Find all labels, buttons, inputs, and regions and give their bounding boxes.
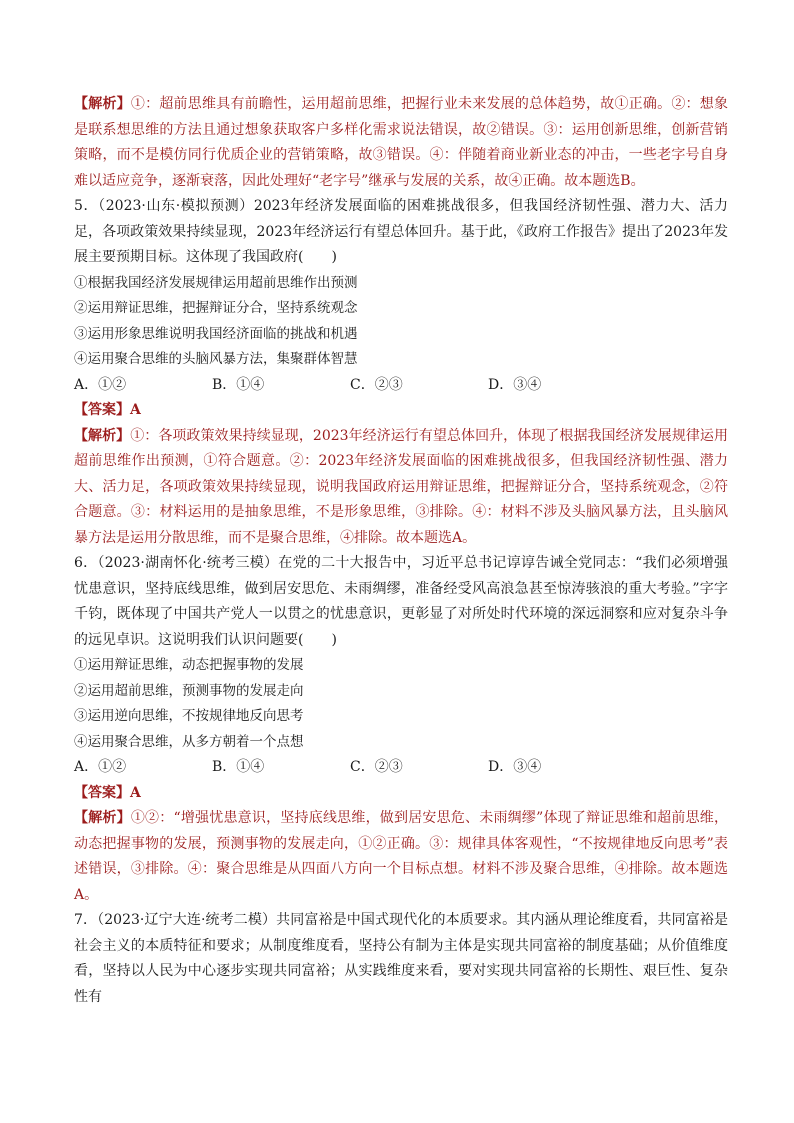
q5-choice-b: B．①④ (212, 376, 265, 393)
q4-analysis (74, 92, 728, 194)
q7-stem: 7．（2023·辽宁大连·统考二模）共同富裕是中国式现代化的本质要求。其内涵从理论维度看，共同富裕是社会主义的本质特征和要求；从制度维度看，坚持公有制为主体是实现共同富裕的制度基础；从价值维度看，坚持以人民为中心逐步实现共同富裕；从实践维度来看，要对实现共同富裕的长期性、艰巨性、复杂性有 (74, 912, 728, 1005)
q5-option-4: ④运用聚合思维的头脑风暴方法，集聚群体智慧 (74, 351, 358, 367)
q5-stem: 5．（2023·山东·模拟预测）2023年经济发展面临的困难挑战很多，但我国经济韧性强、潜力大、活力足，各项政策效果持续显现，2023年经济运行有望总体回升。基于此，《政府工作报告》提出了2023年发展主要预期目标。这体现了我国政府( ) (74, 198, 728, 265)
document-body (74, 92, 728, 1010)
analysis-text: ①：各项政策效果持续显现，2023年经济运行有望总体回升，体现了根据我国经济发展规律运用超前思维作出预测，①符合题意。②：2023年经济发展面临的困难挑战很多，但我国经济韧性强、潜力大、活力足，各项政策效果持续显现，说明我国政府运用辩证思维，把握辩证分合，坚持系统观念，②符合题意。③：材料运用的是抽象思维，不是形象思维，③排除。④：材料不涉及头脑风暴方法，且头脑风暴方法是运用分散思维，而不是聚合思维，④排除。故本题选A。 (74, 427, 728, 546)
q5-option-1: ①根据我国经济发展规律运用超前思维作出预测 (74, 274, 358, 291)
q6-option-4: ④运用聚合思维，从多方朝着一个点想 (74, 733, 304, 750)
analysis-tag: 【解析】 (74, 810, 131, 826)
q6-answer: 【答案】A (74, 784, 141, 801)
q6-option-2: ②运用超前思维，预测事物的发展走向 (74, 682, 304, 699)
q6-choice-d: D．③④ (488, 759, 542, 775)
q6-choice-c: C．②③ (350, 759, 403, 775)
q5-choice-d: D．③④ (488, 376, 542, 393)
analysis-tag: 【解析】 (74, 96, 131, 112)
q6-analysis (74, 806, 728, 908)
q5-choice-c: C．②③ (350, 376, 403, 393)
analysis-text: ①：超前思维具有前瞻性，运用超前思维，把握行业未来发展的总体趋势，故①正确。②：想象是联系想思维的方法且通过想象获取客户多样化需求说法错误，故②错误。③：运用创新思维，创新营销策略，而不是模仿同行优质企业的营销策略，故③错误。④：伴随着商业新业态的冲击，一些老字号自身难以适应竞争，逐渐衰落，因此处理好“老字号”继承与发展的关系，故④正确。故本题选B。 (74, 96, 728, 189)
q5-choices (74, 373, 728, 399)
q6-option-3: ③运用逆向思维，不按规律地反向思考 (74, 708, 304, 724)
q6-option-1: ①运用辩证思维，动态把握事物的发展 (74, 657, 304, 673)
q6-choices (74, 755, 728, 781)
q6-choice-b: B．①④ (212, 759, 265, 775)
analysis-text: ①②：“增强忧患意识，坚持底线思维，做到居安思危、未雨绸缪”体现了辩证思维和超前思维，动态把握事物的发展，预测事物的发展走向，①②正确。③：规律具体客观性，“不按规律地反向思考”表述错误，③排除。④：聚合思维是从四面八方向一个目标点想。材料不涉及聚合思维，④排除。故本题选A。 (74, 810, 729, 903)
q5-answer: 【答案】A (74, 402, 141, 418)
q5-analysis (74, 424, 728, 552)
q5-option-3: ③运用形象思维说明我国经济面临的挑战和机遇 (74, 325, 358, 342)
analysis-tag: 【解析】 (74, 427, 131, 444)
q5-choice-a: A．①② (74, 376, 127, 393)
q5-option-2: ②运用辩证思维，把握辩证分合，坚持系统观念 (74, 300, 358, 316)
q6-stem: 6．（2023·湖南怀化·统考三模）在党的二十大报告中，习近平总书记谆谆告诫全党同志：“我们必须增强忧患意识，坚持底线思维，做到居安思危、未雨绸缪，准备经受风高浪急甚至惊涛骇浪的重大考验。”字字千钧，既体现了中国共产党人一以贯之的忧患意识，更彰显了对所处时代环境的深远洞察和应对复杂斗争的远见卓识。这说明我们认识问题要( ) (74, 555, 728, 648)
q6-choice-a: A．①② (74, 759, 127, 775)
